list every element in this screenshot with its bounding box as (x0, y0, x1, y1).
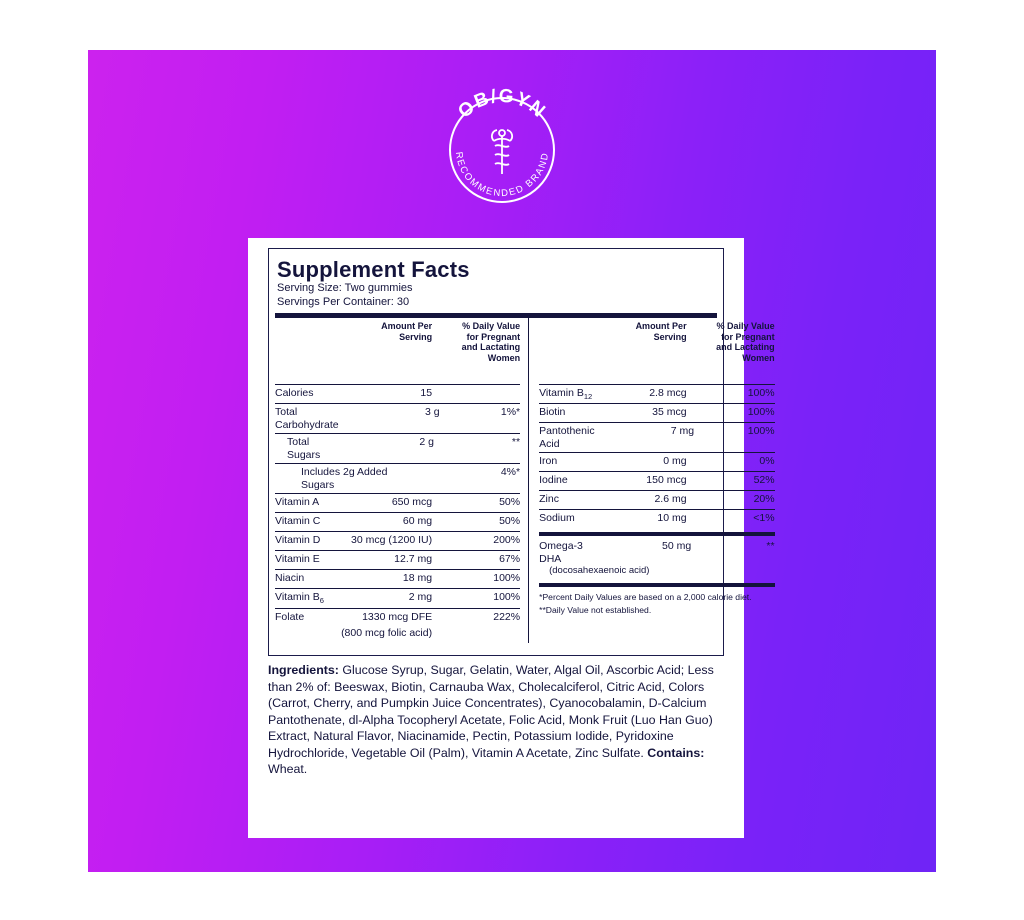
contains-text: Wheat. (268, 762, 308, 776)
nutrient-amount: 150 mcg (646, 474, 687, 487)
nutrient-dv: <1% (753, 512, 775, 525)
header-dv-line3: and Lactating (716, 342, 775, 353)
nutrient-amount: 2 mg (408, 591, 433, 604)
nutrient-name: Sodium (539, 512, 575, 525)
contains-label: Contains: (647, 745, 705, 760)
nutrient-amount: 15 (420, 386, 433, 399)
omega-subname: (docosahexaenoic acid) (549, 565, 650, 577)
nutrient-amount: 35 mcg (652, 406, 687, 419)
nutrient-amount: 0 mg (663, 455, 687, 468)
table-row (275, 608, 520, 627)
header-dv-line2: for Pregnant (466, 331, 521, 342)
obgyn-recommended-seal (432, 78, 572, 218)
header-amount-line1: Amount Per (381, 320, 433, 331)
nutrient-name: Iodine (539, 474, 568, 487)
table-row (275, 531, 520, 550)
header-dv-line4: Women (487, 352, 521, 363)
table-row (539, 403, 774, 422)
subscript: 12 (583, 392, 593, 401)
nutrient-amount: 2 g (419, 436, 434, 449)
nutrient-amount: 30 mcg (1200 IU) (350, 534, 433, 547)
serving-size: Serving Size: Two gummies (277, 282, 413, 295)
header-amount-line2: Serving (653, 331, 687, 342)
table-row (275, 512, 520, 531)
table-row (275, 588, 520, 607)
nutrient-dv: 50% (499, 515, 521, 528)
footnote-not-established: **Daily Value not established. (539, 604, 652, 615)
nutrient-amount: (800 mcg folic acid) (341, 626, 433, 639)
ingredients-label: Ingredients: (268, 663, 339, 677)
table-row (275, 403, 520, 433)
column-header-left (275, 318, 520, 384)
nutrient-dv: ** (511, 436, 521, 449)
nutrient-name: Pantothenic Acid (539, 425, 595, 450)
nutrient-amount: 50 mg (661, 540, 692, 553)
nutrient-name: Omega-3 DHA (539, 540, 583, 565)
table-row (275, 493, 520, 512)
nutrient-dv: 222% (493, 610, 521, 623)
header-amount-line1: Amount Per (635, 320, 687, 331)
table-row (275, 550, 520, 569)
nutrient-name: Vitamin $B_{12}$ (539, 386, 593, 401)
header-dv-line3: and Lactating (461, 342, 521, 353)
nutrient-dv: 100% (747, 425, 775, 438)
table-row (539, 452, 774, 471)
nutrient-dv: 100% (747, 406, 775, 419)
table-row (275, 627, 520, 643)
nutrient-name: Vitamin A (275, 496, 320, 509)
nutrient-name: Includes 2g Added Sugars (301, 466, 388, 491)
table-row (539, 490, 774, 509)
panel-title: Supplement Facts (277, 257, 470, 282)
header-dv-line2: for Pregnant (721, 331, 775, 342)
nutrition-column-left (275, 318, 528, 643)
supplement-facts-panel (268, 248, 775, 656)
nutrient-name: Total Sugars (287, 436, 321, 461)
nutrient-name: Vitamin $B_6$ (275, 591, 324, 606)
nutrient-dv: 20% (753, 493, 775, 506)
nutrient-name: Vitamin E (275, 553, 320, 566)
nutrient-dv: 100% (493, 572, 521, 585)
caduceus-icon (492, 130, 512, 174)
header-amount-line2: Serving (399, 331, 433, 342)
nutrient-amount: 7 mg (670, 425, 695, 438)
nutrient-amount: 650 mcg (391, 496, 433, 509)
svg-text:OB/GYN (454, 86, 550, 123)
nutrient-amount: 18 mg (402, 572, 433, 585)
nutrition-column-right (528, 318, 774, 643)
nutrient-dv: 1%* (500, 405, 521, 418)
seal-arc-text: RECOMMENDED BRAND (452, 151, 552, 200)
nutrient-dv: 67% (499, 553, 521, 566)
subscript: 6 (319, 596, 324, 606)
ingredients-text: Glucose Syrup, Sugar, Gelatin, Water, Algal Oil, Ascorbic Acid; Less than 2% of: Beeswax, Biotin, Carnauba Wax, Cholecalciferol, Citric Acid, Colors (Carrot, Cherry, and Pumpkin Juice Concentrates), Cyanocobalamin, D-Calcium Pantothenate, dl-Alpha Tocopheryl Acetate, Folic Acid, Monk Fruit (Luo Han Guo) Extract, Natural Flavor, Niacinamide, Pectin, Potassium Iodide, Pyridoxine Hydrochloride, Vegetable Oil (Palm), Vitamin A Acetate, Zinc Sulfate. (268, 663, 714, 760)
nutrient-name: Vitamin D (275, 534, 321, 547)
table-row (275, 433, 520, 463)
nutrient-amount: 2.6 mg (654, 493, 687, 506)
table-row (539, 384, 774, 403)
nutrient-name: Niacin (275, 572, 305, 585)
nutrient-amount: 60 mg (402, 515, 433, 528)
nutrient-amount: 2.8 mcg (649, 386, 687, 399)
nutrient-name: Biotin (539, 406, 566, 419)
nutrient-amount: 3 g (425, 405, 440, 418)
nutrient-name: Calories (275, 386, 314, 399)
nutrient-dv: 4%* (500, 466, 521, 479)
nutrient-dv: 52% (753, 474, 775, 487)
nutrient-dv: 0% (759, 455, 775, 468)
nutrient-dv: 50% (499, 496, 521, 509)
table-row (275, 463, 520, 493)
nutrient-name: Folate (275, 610, 305, 623)
nutrient-dv: ** (766, 540, 775, 553)
nutrient-dv: 100% (747, 386, 775, 399)
header-dv-line1: % Daily Value (716, 320, 775, 331)
nutrient-amount: 1330 mcg DFE (362, 610, 433, 623)
nutrient-name: Zinc (539, 493, 559, 506)
nutrient-name: Iron (539, 455, 558, 468)
nutrient-name: Total Carbohydrate (275, 405, 339, 431)
table-row (539, 509, 774, 528)
footnote-daily-value: *Percent Daily Values are based on a 2,000 calorie diet. (539, 592, 752, 603)
seal-top-text: OB/GYN (454, 85, 550, 123)
table-row (275, 569, 520, 588)
servings-per-container: Servings Per Container: 30 (277, 295, 410, 308)
header-dv-line4: Women (742, 352, 775, 363)
ingredients-block (268, 662, 728, 778)
nutrient-amount: 12.7 mg (394, 553, 433, 566)
nutrient-name: Vitamin C (275, 515, 321, 528)
column-header-right (539, 318, 774, 384)
table-row (539, 422, 774, 452)
nutrition-columns (275, 318, 775, 643)
nutrient-amount: 10 mg (657, 512, 687, 525)
nutrient-dv: 200% (493, 534, 521, 547)
nutrient-dv: 100% (493, 591, 521, 604)
table-row (539, 471, 774, 490)
header-dv-line1: % Daily Value (462, 320, 521, 331)
table-row-omega (539, 536, 774, 567)
table-row (275, 384, 520, 403)
